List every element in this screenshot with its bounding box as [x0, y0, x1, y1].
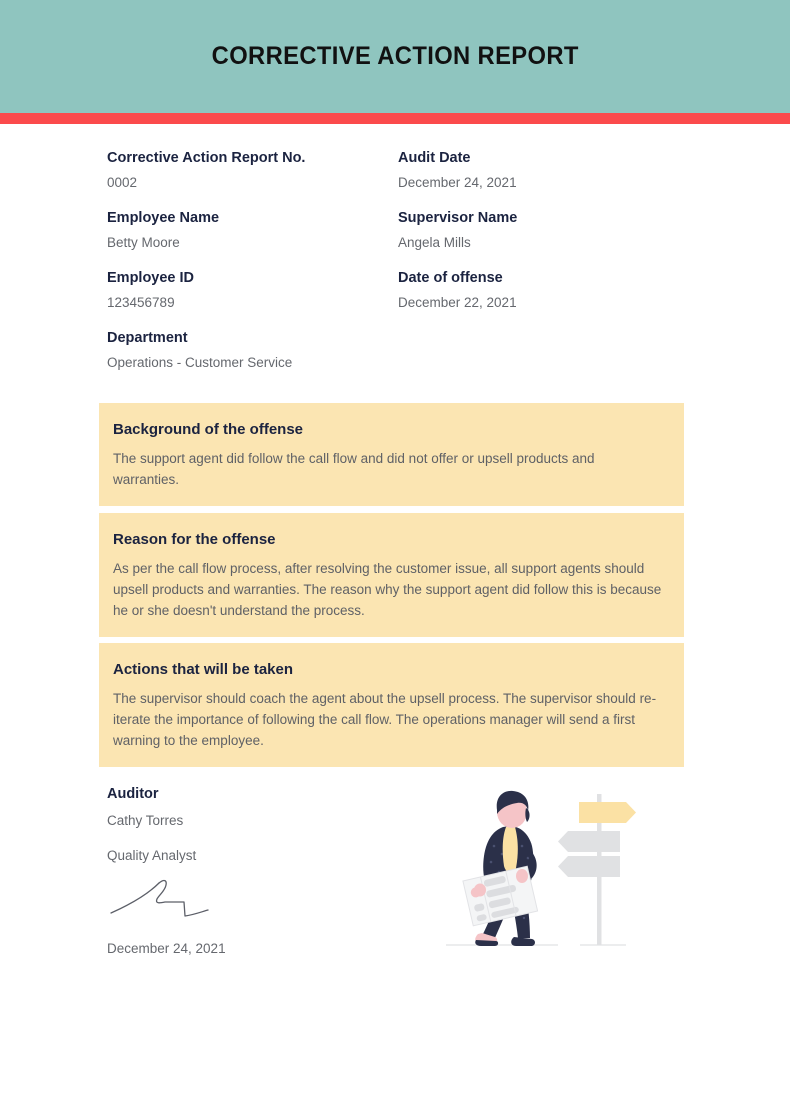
- field-value: Operations - Customer Service: [107, 355, 293, 370]
- field-value: Betty Moore: [107, 235, 180, 250]
- field-department: [107, 328, 392, 372]
- auditor-name: Cathy Torres: [107, 813, 184, 828]
- field-label: Supervisor Name: [398, 210, 518, 226]
- meta-column-right: [398, 148, 683, 312]
- auditor-role: Quality Analyst: [107, 848, 197, 863]
- field-label: Employee Name: [107, 210, 220, 226]
- section-actions-that-will-be-taken: [99, 643, 684, 767]
- field-value: December 22, 2021: [398, 295, 517, 310]
- section-background-of-the-offense: [99, 403, 684, 506]
- section-body: The support agent did follow the call flow and did not offer or upsell products and warranties.: [113, 451, 595, 487]
- signpost-illustration: [440, 780, 675, 955]
- field-label: Corrective Action Report No.: [107, 150, 306, 166]
- field-value: 0002: [107, 175, 138, 190]
- field-report-no: [107, 148, 392, 192]
- document-header-band: [0, 0, 790, 113]
- field-supervisor-name: [398, 208, 683, 252]
- auditor-date: December 24, 2021: [107, 941, 226, 956]
- signature-image: [107, 871, 357, 921]
- auditor-label: Auditor: [107, 786, 159, 802]
- field-employee-id: [107, 268, 392, 312]
- section-reason-for-the-offense: [99, 513, 684, 637]
- section-body: The supervisor should coach the agent about the upsell process. The supervisor should re-iterate the importance of following the call flow. The operations manager will send a first warning to the employee.: [113, 691, 657, 748]
- field-label: Employee ID: [107, 270, 195, 286]
- section-title: Actions that will be taken: [113, 661, 294, 678]
- page-title: CORRECTIVE ACTION REPORT: [211, 42, 579, 70]
- section-title: Background of the offense: [113, 421, 304, 438]
- header-accent-rule: [0, 113, 790, 124]
- auditor-block: [107, 784, 357, 958]
- field-date-of-offense: [398, 268, 683, 312]
- meta-column-left: [107, 148, 392, 372]
- section-title: Reason for the offense: [113, 531, 276, 548]
- field-value: Angela Mills: [398, 235, 471, 250]
- field-label: Date of offense: [398, 270, 503, 286]
- field-value: December 24, 2021: [398, 175, 517, 190]
- field-employee-name: [107, 208, 392, 252]
- field-value: 123456789: [107, 295, 175, 310]
- section-body: As per the call flow process, after resolving the customer issue, all support agents should upsell products and warranties. The reason why the support agent did follow this is because he or she doesn't understand the process.: [113, 561, 662, 618]
- field-audit-date: [398, 148, 683, 192]
- field-label: Audit Date: [398, 150, 471, 166]
- field-label: Department: [107, 330, 188, 346]
